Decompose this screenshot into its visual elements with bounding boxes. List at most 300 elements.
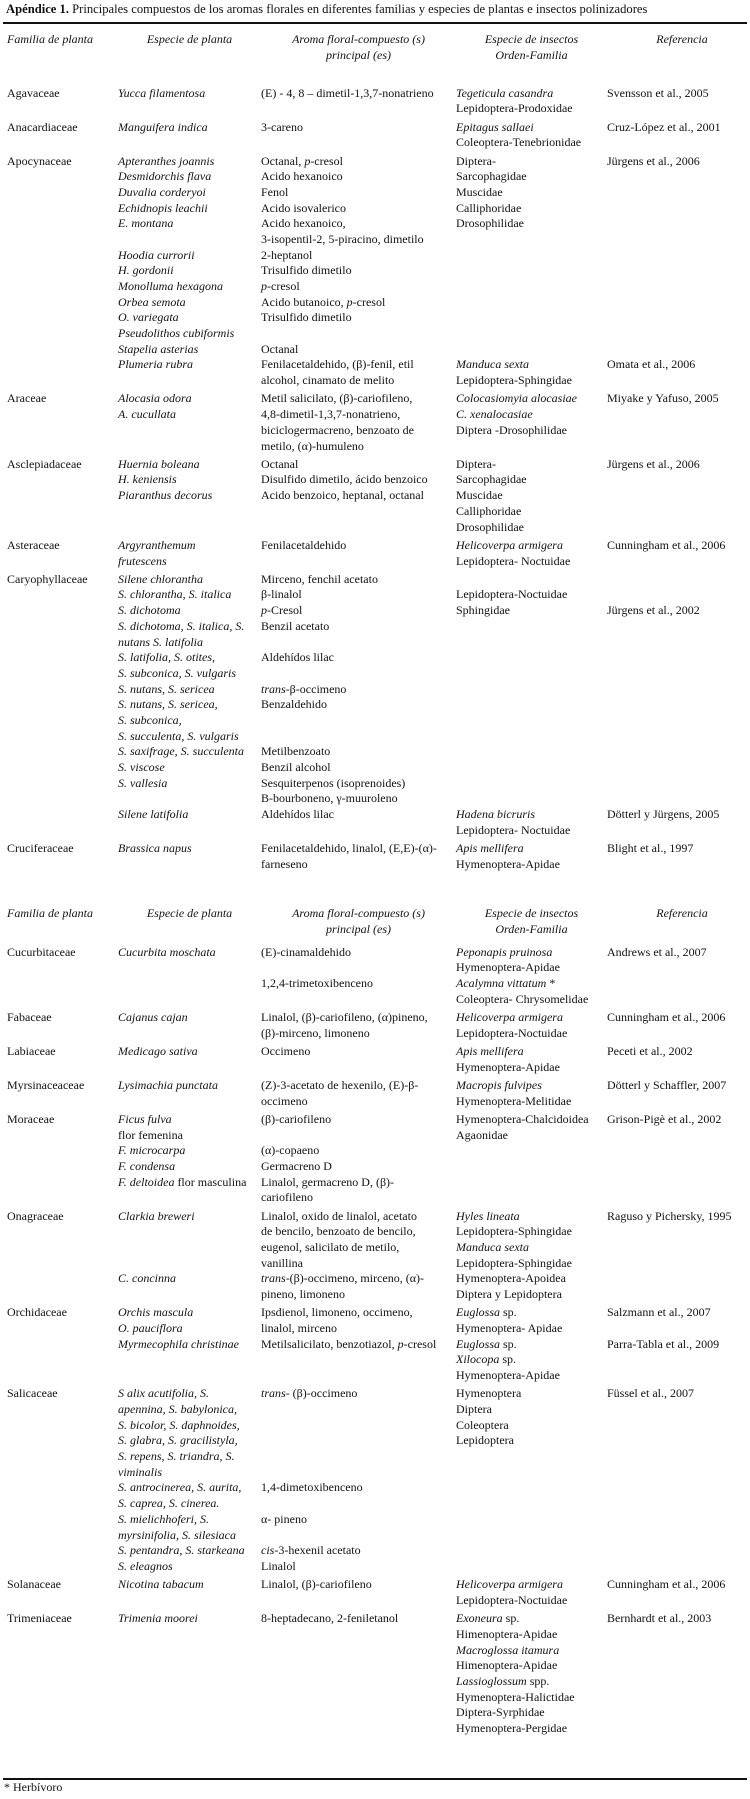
text-segment: C. xenalocasiae (456, 407, 533, 422)
cell-line (456, 729, 607, 745)
table-row (0, 117, 750, 151)
cell-species (118, 1112, 261, 1206)
cell-line: Lepidoptera-Prodoxidae (456, 101, 573, 116)
header-insects (456, 905, 607, 937)
table-section-1 (0, 31, 750, 872)
cell-insects (456, 457, 607, 535)
table-caption (6, 2, 647, 17)
cell-line: Agavaceae (7, 85, 60, 100)
cell-aroma (261, 1209, 456, 1303)
cell-line: Diptera y Lepidoptera (456, 1287, 562, 1301)
cell-line (607, 169, 750, 185)
cell-line: viminalis (118, 1464, 162, 1479)
cell-family (7, 1305, 118, 1383)
cell-line: metilo, (α)-humuleno (261, 438, 364, 453)
cell-line: Cucurbitaceae (7, 944, 76, 959)
cell-line: Salicaceae (7, 1386, 58, 1401)
cell-line: Himenoptera-Apidae (456, 1658, 558, 1673)
cell-line: occimeno (261, 1093, 308, 1108)
table-row (0, 1075, 750, 1109)
cell-line: C. concinna (118, 1271, 176, 1286)
cell-aroma (261, 1305, 456, 1383)
cell-line (261, 1496, 456, 1512)
cell-line: S. dichotoma (118, 603, 181, 618)
text-segment: Hyles lineata (456, 1208, 520, 1223)
cell-insects (456, 86, 607, 117)
cell-family (7, 1044, 118, 1075)
cell-line: (E) - 4, 8 – dimetil-1,3,7-nonatrieno (261, 85, 434, 100)
cell-species (118, 154, 261, 389)
cell-line: Füssel et al., 2007 (607, 1386, 694, 1401)
text-segment: -cresol (403, 1336, 437, 1351)
cell-line: S. latifolia, S. otites, (118, 650, 216, 665)
cell-line: Parra-Tabla et al., 2009 (607, 1336, 720, 1351)
cell-line: Desmidorchis flava (118, 169, 212, 184)
text-segment: flor masculina (174, 1174, 247, 1189)
cell-line (607, 1321, 750, 1337)
cell-line (118, 791, 261, 807)
cell-insects (456, 1112, 607, 1206)
header-insects (456, 31, 607, 63)
header-line: Orden-Familia (495, 48, 568, 62)
cell-line (607, 682, 750, 698)
cell-line: Miyake y Yafuso, 2005 (607, 391, 719, 406)
cell-line (456, 1044, 607, 1060)
cell-line: Sarcophagidae (456, 472, 527, 487)
cell-line: Nicotina tabacum (118, 1577, 204, 1592)
cell-line: Hymenoptera-Apidae (456, 856, 560, 871)
table-body (0, 942, 750, 1737)
cell-ref (607, 1209, 750, 1303)
text-segment: Metilsalicilato, benzotiazol, (261, 1336, 398, 1351)
cell-line: Trimenia moorei (118, 1611, 198, 1626)
cell-line: Calliphoridae (456, 503, 522, 518)
cell-line (261, 1337, 456, 1353)
cell-line: Stapelia asterias (118, 341, 199, 356)
cell-line (456, 1337, 607, 1353)
cell-line: Cunningham et al., 2006 (607, 537, 726, 552)
cell-line (607, 760, 750, 776)
text-segment: p (261, 603, 267, 618)
cell-line: Acido hexanoico, (261, 216, 346, 231)
cell-line: S. antrocinerea, S. aurita, (118, 1480, 242, 1495)
cell-line: Himenoptera-Apidae (456, 1626, 558, 1641)
cell-insects (456, 1611, 607, 1737)
cell-line (607, 635, 750, 651)
table-body (0, 83, 750, 872)
header-line: Especie de insectos (484, 906, 579, 920)
cell-insects (456, 538, 607, 569)
cell-line: cariofileno (261, 1190, 313, 1205)
cell-line: S. nutans, S. sericea, (118, 697, 218, 712)
cell-line (456, 807, 607, 823)
cell-line: 3-isopentil-2, 5-piracino, dimetilo (261, 231, 424, 246)
cell-line (261, 1128, 456, 1144)
cell-line: Metil salicilato, (β)-cariofileno, (261, 391, 413, 406)
cell-species (118, 572, 261, 839)
cell-line: Echidnopis leachii (118, 200, 208, 215)
text-segment: -β-occimeno (285, 681, 347, 696)
text-segment: Tegeticula casandra (456, 85, 554, 100)
text-segment: Manduca sexta (456, 1239, 529, 1254)
cell-line (261, 1418, 456, 1434)
cell-line: 1,2,4-trimetoxibenceno (261, 975, 373, 990)
cell-line (456, 1240, 607, 1256)
cell-line (456, 976, 607, 992)
text-segment: Epitagus sallaei (456, 119, 534, 134)
cell-line: Blight et al., 1997 (607, 841, 694, 856)
text-segment: trans (261, 1271, 286, 1286)
table-row (0, 569, 750, 838)
cell-species (118, 1010, 261, 1041)
cell-line: Fenilacetaldehido (261, 537, 347, 552)
cell-line (456, 650, 607, 666)
text-segment: Helicoverpa armigera (456, 1577, 563, 1592)
cell-line: Diptera- (456, 456, 496, 471)
cell-line (456, 407, 607, 423)
cell-line: β-linalol (261, 587, 302, 602)
cell-line (456, 326, 607, 342)
cell-line: Caryophyllaceae (7, 571, 88, 586)
cell-line: Benzaldehido (261, 697, 327, 712)
cell-insects (456, 391, 607, 454)
cell-line (261, 1386, 456, 1402)
cell-line (261, 1528, 456, 1544)
cell-family (7, 154, 118, 389)
table-row (0, 1575, 750, 1609)
header-line: Referencia (656, 32, 708, 46)
cell-aroma (261, 538, 456, 569)
cell-aroma (261, 1078, 456, 1109)
text-segment: Exoneura (456, 1611, 503, 1626)
cell-line: Lepidoptera-Noctuidae (456, 1592, 568, 1607)
cell-line: Myrsinaceaceae (7, 1077, 85, 1092)
header-line: Aroma floral-compuesto (s) (292, 906, 425, 920)
text-segment: sp. (500, 1336, 517, 1351)
cell-line: F. microcarpa (118, 1143, 186, 1158)
cell-line (456, 391, 607, 407)
cell-line: Yucca filamentosa (118, 85, 206, 100)
cell-line (456, 248, 607, 264)
cell-insects (456, 945, 607, 1008)
cell-line: Trisulfido dimetilo (261, 310, 352, 325)
cell-line: Linalol, (β)-cariofileno, (α)pineno, (261, 1009, 428, 1024)
cell-line: B-bourboneno, γ-muuroleno (261, 791, 398, 806)
cell-line: Cruciferaceae (7, 841, 74, 856)
header-ref (607, 31, 750, 63)
text-segment: p (261, 279, 267, 294)
cell-line (261, 960, 456, 976)
cell-line (456, 744, 607, 760)
caption-text: Principales compuestos de los aromas florales en diferentes familias y especies de plantas e insectos polinizadores (68, 2, 648, 16)
cell-line (456, 619, 607, 635)
cell-line: biciclogermacreno, benzoato de (261, 422, 414, 437)
cell-family (7, 1078, 118, 1109)
text-segment: Helicoverpa armigera (456, 1009, 563, 1024)
cell-species (118, 945, 261, 1008)
cell-line: Fenilacetaldehido, (β)-fenil, etil (261, 357, 414, 372)
cell-ref (607, 572, 750, 839)
cell-line: Linalol, (β)-cariofileno (261, 1577, 372, 1592)
cell-insects (456, 1305, 607, 1383)
cell-line (456, 263, 607, 279)
cell-species (118, 457, 261, 535)
text-segment: Lassioglossum (456, 1673, 527, 1688)
table-row (0, 454, 750, 535)
cell-line (261, 635, 456, 651)
cell-ref (607, 1112, 750, 1206)
cell-line (607, 697, 750, 713)
text-segment: flor femenina (118, 1127, 183, 1142)
cell-line (261, 326, 456, 342)
cell-line: Pseudolithos cubiformis (118, 326, 235, 341)
table-section-2 (0, 905, 750, 1737)
cell-line: Monolluma hexagona (118, 279, 223, 294)
cell-line: Jürgens et al., 2006 (607, 456, 700, 471)
text-segment: -cresol (267, 279, 300, 294)
cell-line: 2-heptanol (261, 247, 313, 262)
cell-species (118, 86, 261, 117)
cell-line: Raguso y Pichersky, 1995 (607, 1208, 732, 1223)
cell-line: S alix acutifolia, S. (118, 1386, 209, 1401)
cell-ref (607, 391, 750, 454)
cell-line (261, 154, 456, 170)
header-species (118, 31, 261, 63)
cell-line: Andrews et al., 2007 (607, 944, 707, 959)
cell-line: E. montana (118, 216, 174, 231)
cell-line: Coleoptera (456, 1417, 509, 1432)
cell-aroma (261, 1044, 456, 1075)
cell-line: Peceti et al., 2002 (607, 1043, 693, 1058)
cell-line: myrsinifolia, S. silesiaca (118, 1527, 236, 1542)
cell-line: H. gordonii (118, 263, 174, 278)
cell-insects (456, 154, 607, 389)
cell-line (456, 1010, 607, 1026)
cell-line (607, 713, 750, 729)
text-segment: Euglossa (456, 1305, 501, 1320)
table-row (0, 151, 750, 389)
cell-line (456, 682, 607, 698)
cell-family (7, 86, 118, 117)
cell-species (118, 1577, 261, 1608)
cell-line: O. pauciflora (118, 1320, 183, 1335)
cell-line: eugenol, salicilato de metilo, (261, 1239, 400, 1254)
cell-line: Duvalia corderyoi (118, 184, 206, 199)
cell-line: apennina, S. babylonica, (118, 1402, 237, 1416)
header-line: Aroma floral-compuesto (s) (292, 32, 425, 46)
cell-line: Onagraceae (7, 1208, 64, 1223)
cell-ref (607, 1044, 750, 1075)
cell-aroma (261, 945, 456, 1008)
cell-line (261, 1449, 456, 1465)
cell-aroma (261, 572, 456, 839)
cell-line: S. viscose (118, 760, 165, 775)
cell-line: Hymenoptera-Halictidae (456, 1689, 575, 1704)
cell-line (607, 744, 750, 760)
table-row (0, 1206, 750, 1303)
cell-line: Linalol, germacreno D, (β)- (261, 1174, 395, 1189)
cell-family (7, 457, 118, 535)
cell-line: Octanal (261, 456, 299, 471)
cell-line: Manguifera indica (118, 119, 208, 134)
cell-line: Sesquiterpenos (isoprenoides) (261, 775, 406, 790)
cell-ref (607, 1078, 750, 1109)
cell-line (607, 248, 750, 264)
header-aroma (261, 31, 456, 63)
cell-species (118, 1044, 261, 1075)
text-segment: Apis mellifera (456, 841, 524, 856)
cell-line: Diptera-Syrphidae (456, 1705, 545, 1720)
cell-line: Aldehídos lilac (261, 807, 334, 822)
cell-line: Benzil alcohol (261, 760, 331, 775)
cell-line (607, 232, 750, 248)
cell-line (261, 1465, 456, 1481)
cell-line: Cruz-López et al., 2001 (607, 119, 721, 134)
cell-line: Hymenoptera- Apidae (456, 1320, 563, 1335)
cell-line: Diptera -Drosophilidae (456, 422, 567, 437)
cell-line (607, 201, 750, 217)
text-segment: trans (261, 1386, 286, 1401)
cell-species (118, 841, 261, 872)
table-row (0, 1041, 750, 1075)
header-family (7, 905, 118, 937)
cell-line (456, 760, 607, 776)
top-rule (3, 22, 747, 24)
cell-line (261, 1543, 456, 1559)
cell-ref (607, 1611, 750, 1737)
cell-line (456, 1209, 607, 1225)
cell-family (7, 572, 118, 839)
cell-line: S. glabra, S. gracilistyla, (118, 1433, 238, 1448)
header-aroma (261, 905, 456, 937)
cell-line: Lepidoptera-Sphingidae (456, 1224, 572, 1239)
cell-line: Grison-Pigè et al., 2002 (607, 1111, 722, 1126)
cell-line: Apteranthes joannis (118, 153, 215, 168)
cell-line: Jürgens et al., 2002 (607, 603, 700, 618)
cell-ref (607, 945, 750, 1008)
header-line: Orden-Familia (495, 922, 568, 936)
cell-line (607, 666, 750, 682)
cell-line (607, 776, 750, 792)
cell-line: Labiaceae (7, 1043, 56, 1058)
text-segment: F. deltoidea (118, 1174, 175, 1189)
cell-line (261, 1271, 456, 1287)
cell-family (7, 841, 118, 872)
cell-line: Hymenoptera-Apoidea (456, 1271, 566, 1286)
cell-line: Lepidoptera-Noctuidae (456, 587, 568, 602)
cell-insects (456, 1044, 607, 1075)
table-row (0, 1303, 750, 1384)
cell-line (456, 1305, 607, 1321)
cell-line: Fenilacetaldehido, linalol, (E,E)-(α)- (261, 841, 437, 856)
cell-line (456, 1352, 607, 1368)
cell-line: Lepidoptera-Noctuidae (456, 1025, 568, 1040)
cell-ref (607, 538, 750, 569)
cell-line: S. bicolor, S. daphnoides, (118, 1417, 240, 1432)
cell-line: Piaranthus decorus (118, 488, 213, 503)
cell-family (7, 1112, 118, 1206)
text-segment: Hadena bicruris (456, 807, 535, 822)
cell-family (7, 1010, 118, 1041)
cell-family (7, 945, 118, 1008)
cell-line (261, 1433, 456, 1449)
cell-line (607, 572, 750, 588)
cell-line (118, 232, 261, 248)
text-segment: Acalymna vittatum (456, 975, 547, 990)
cell-line: Medicago sativa (118, 1043, 198, 1058)
cell-family (7, 391, 118, 454)
cell-line (261, 682, 456, 698)
cell-line (118, 1256, 261, 1272)
cell-line (607, 619, 750, 635)
cell-line (456, 1674, 607, 1690)
cell-line (456, 86, 607, 102)
cell-line: Metilbenzoato (261, 744, 331, 759)
cell-line: linalol, mirceno (261, 1320, 337, 1335)
cell-aroma (261, 1611, 456, 1737)
header-family (7, 31, 118, 63)
cell-insects (456, 1010, 607, 1041)
cell-line (607, 791, 750, 807)
cell-line: Coleoptera-Tenebrionidae (456, 135, 582, 150)
cell-line: Salzmann et al., 2007 (607, 1305, 711, 1320)
header-species (118, 905, 261, 937)
header-line: Referencia (656, 906, 708, 920)
cell-line (607, 650, 750, 666)
cell-line: de bencilo, benzoato de bencilo, (261, 1224, 416, 1239)
cell-family (7, 538, 118, 569)
cell-line (456, 713, 607, 729)
cell-line: Sarcophagidae (456, 169, 527, 184)
cell-line (118, 1175, 261, 1191)
cell-line: S. nutans, S. sericea (118, 681, 215, 696)
cell-species (118, 1611, 261, 1737)
cell-line: Asteraceae (7, 537, 60, 552)
cell-line: S. repens, S. triandra, S. (118, 1449, 235, 1464)
cell-line (456, 1078, 607, 1094)
cell-ref (607, 86, 750, 117)
cell-line: Octanal (261, 341, 299, 356)
cell-ref (607, 1305, 750, 1383)
cell-line: Hymenoptera-Apidae (456, 1368, 560, 1383)
table-row (0, 83, 750, 117)
cell-species (118, 1386, 261, 1574)
cell-line: Lepidoptera-Sphingidae (456, 1255, 572, 1270)
cell-line: Brassica napus (118, 841, 192, 856)
cell-line: Calliphoridae (456, 200, 522, 215)
cell-aroma (261, 86, 456, 117)
cell-species (118, 538, 261, 569)
cell-line (456, 357, 607, 373)
cell-line: nutans S. latifolia (118, 634, 204, 649)
header-line: Especie de insectos (484, 32, 579, 46)
footnote: * Herbívoro (4, 1780, 63, 1794)
cell-line (118, 1128, 261, 1144)
text-segment: Acido butanoico, (261, 294, 347, 309)
cell-aroma (261, 1112, 456, 1206)
header-line: Especie de planta (146, 32, 233, 46)
cell-line (456, 666, 607, 682)
cell-line: (β)-mirceno, limoneno (261, 1025, 370, 1040)
cell-ref (607, 1010, 750, 1041)
cell-line: Hymenoptera-Apidae (456, 960, 560, 975)
cell-ref (607, 120, 750, 151)
text-segment: Colocasiomyia alocasiae (456, 391, 577, 406)
cell-line: Clarkia breweri (118, 1208, 195, 1223)
cell-ref (607, 154, 750, 389)
cell-species (118, 1078, 261, 1109)
cell-line: Acido hexanoico (261, 169, 343, 184)
